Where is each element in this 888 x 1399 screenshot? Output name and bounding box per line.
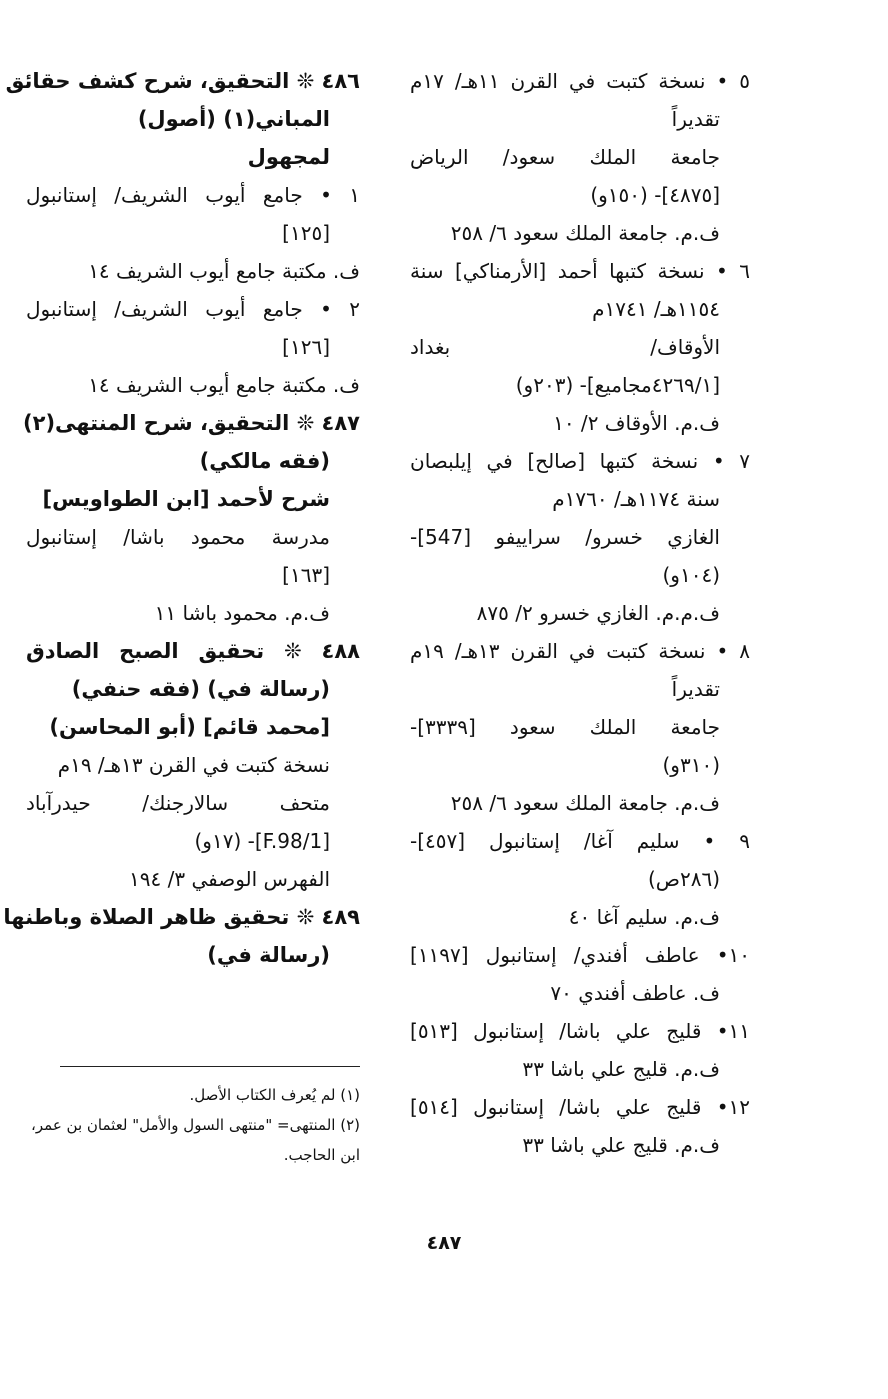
text-line: ف. مكتبة جامع أيوب الشريف ١٤ xyxy=(88,259,360,283)
text-line: ٩ • سليم آغا/ إستانبول [٤٥٧]- xyxy=(410,829,750,853)
text-line: ف.م. سليم آغا ٤٠ xyxy=(568,905,720,929)
text-line: [١٦٣] xyxy=(282,563,330,587)
text-line: ف. عاطف أفندي ٧٠ xyxy=(550,981,720,1005)
text-line: [١٢٦] xyxy=(282,335,330,359)
text-line: ٤٨٨ ❊ تحقيق الصبح الصادق xyxy=(26,639,360,663)
text-line: (رسالة في) xyxy=(207,943,330,967)
text-line: الغازي خسرو/ سراييفو [547]- xyxy=(410,525,720,549)
text-line: ف.م.م. الغازي خسرو ٢/ ٨٧٥ xyxy=(476,601,720,625)
text-line: الأوقاف/ بغداد xyxy=(410,335,720,359)
text-line: المباني(١) (أصول) xyxy=(137,107,330,131)
text-line: تقديراً xyxy=(671,107,720,131)
text-line: (٣١٠و) xyxy=(662,753,720,777)
text-line: ٤٨٧ ❊ التحقيق، شرح المنتهى(٢) xyxy=(23,411,360,435)
text-line: ١٢• قليج علي باشا/ إستانبول [٥١٤] xyxy=(410,1095,750,1119)
text-line: تقديراً xyxy=(671,677,720,701)
footnote-2: (٢) المنتهى= "منتهى السول والأمل" لعثمان بن عمر، ابن الحاجب. xyxy=(31,1116,360,1164)
text-line: [F.98/1]- (١٧و) xyxy=(194,829,330,853)
text-line: ٥ • نسخة كتبت في القرن ١١هـ/ ١٧م xyxy=(410,69,750,93)
text-line: ف.م. قليج علي باشا ٣٣ xyxy=(522,1057,720,1081)
text-line: (٢٨٦ص) xyxy=(647,867,720,891)
text-line: ف.م. الأوقاف ٢/ ١٠ xyxy=(553,411,720,435)
text-line: ١١٥٤هـ/ ١٧٤١م xyxy=(592,297,720,321)
text-line: ٧ • نسخة كتبها [صالح] في إيلبصان xyxy=(410,449,750,473)
page-number: ٤٨٧ xyxy=(426,1232,462,1254)
text-line: ف. مكتبة جامع أيوب الشريف ١٤ xyxy=(88,373,360,397)
text-line: ١١• قليج علي باشا/ إستانبول [٥١٣] xyxy=(410,1019,750,1043)
text-line: [١٢٥] xyxy=(282,221,330,245)
text-line: [محمد قائم] (أبو المحاسن) xyxy=(49,715,330,739)
text-line: متحف سالارجنك/ حيدرآباد xyxy=(26,791,330,815)
right-column xyxy=(410,62,750,1164)
text-line: ف.م. قليج علي باشا ٣٣ xyxy=(522,1133,720,1157)
footnote-1: (١) لم يُعرف الكتاب الأصل. xyxy=(189,1086,360,1104)
text-line: جامعة الملك سعود/ الرياض xyxy=(410,145,720,169)
text-line: ف.م. جامعة الملك سعود ٦/ ٢٥٨ xyxy=(450,221,720,245)
text-line: [٤٢٦٩/١مجاميع]- (٢٠٣و) xyxy=(515,373,720,397)
text-line: ف.م. جامعة الملك سعود ٦/ ٢٥٨ xyxy=(450,791,720,815)
text-line: ١٠• عاطف أفندي/ إستانبول [١١٩٧] xyxy=(410,943,750,967)
text-line: ٨ • نسخة كتبت في القرن ١٣هـ/ ١٩م xyxy=(410,639,750,663)
text-line: جامعة الملك سعود [٣٣٣٩]- xyxy=(410,715,720,739)
text-line: شرح لأحمد [ابن الطواويس] xyxy=(42,487,330,511)
text-line: (١٠٤و) xyxy=(662,563,720,587)
text-line: الفهرس الوصفي ٣/ ١٩٤ xyxy=(129,867,330,891)
text-line: (رسالة في) (فقه حنفي) xyxy=(71,677,330,701)
text-line: ٤٨٦ ❊ التحقيق، شرح كشف حقائق xyxy=(5,69,360,93)
text-line: ٦ • نسخة كتبها أحمد [الأرمناكي] سنة xyxy=(410,259,750,283)
footnote-separator xyxy=(60,1066,360,1067)
text-line: سنة ١١٧٤هـ/ ١٧٦٠م xyxy=(552,487,720,511)
text-line: مدرسة محمود باشا/ إستانبول xyxy=(26,525,330,549)
text-line: ١ • جامع أيوب الشريف/ إستانبول xyxy=(26,183,360,207)
text-line: ٤٨٩ ❊ تحقيق ظاهر الصلاة وباطنها xyxy=(3,905,360,929)
text-line: ٢ • جامع أيوب الشريف/ إستانبول xyxy=(26,297,360,321)
text-line: نسخة كتبت في القرن ١٣هـ/ ١٩م xyxy=(57,753,330,777)
left-column xyxy=(3,62,360,974)
text-line: [٤٨٧٥]- (١٥٠و) xyxy=(590,183,720,207)
text-line: (فقه مالكي) xyxy=(199,449,330,473)
text-line: ف.م. محمود باشا ١١ xyxy=(154,601,330,625)
text-line: لمجهول xyxy=(247,145,330,169)
